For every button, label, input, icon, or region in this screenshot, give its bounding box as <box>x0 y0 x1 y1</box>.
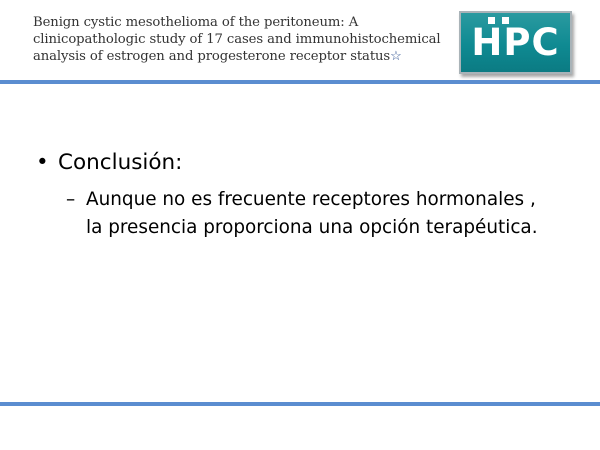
slide-content <box>36 148 576 242</box>
star-icon: ☆ <box>390 49 402 64</box>
hpc-logo-icon <box>459 11 572 74</box>
article-title-text: Benign cystic mesothelioma of the peritoneum: A clinicopathologic study of 17 cases and immunohistochemical analysis of estrogen and progesterone receptor status <box>33 15 441 64</box>
sub-bullet-item <box>66 186 576 242</box>
bottom-divider <box>0 402 600 406</box>
top-divider <box>0 80 600 84</box>
conclusion-heading: Conclusión: <box>58 150 183 175</box>
logo-text: HPC <box>471 21 560 64</box>
article-title <box>33 14 443 65</box>
conclusion-text: Aunque no es frecuente receptores hormonales , la presencia proporciona una opción terapéutica. <box>86 189 538 238</box>
bullet-item <box>36 148 576 178</box>
bullet-icon: • <box>36 150 49 175</box>
dash-icon: – <box>66 189 76 210</box>
